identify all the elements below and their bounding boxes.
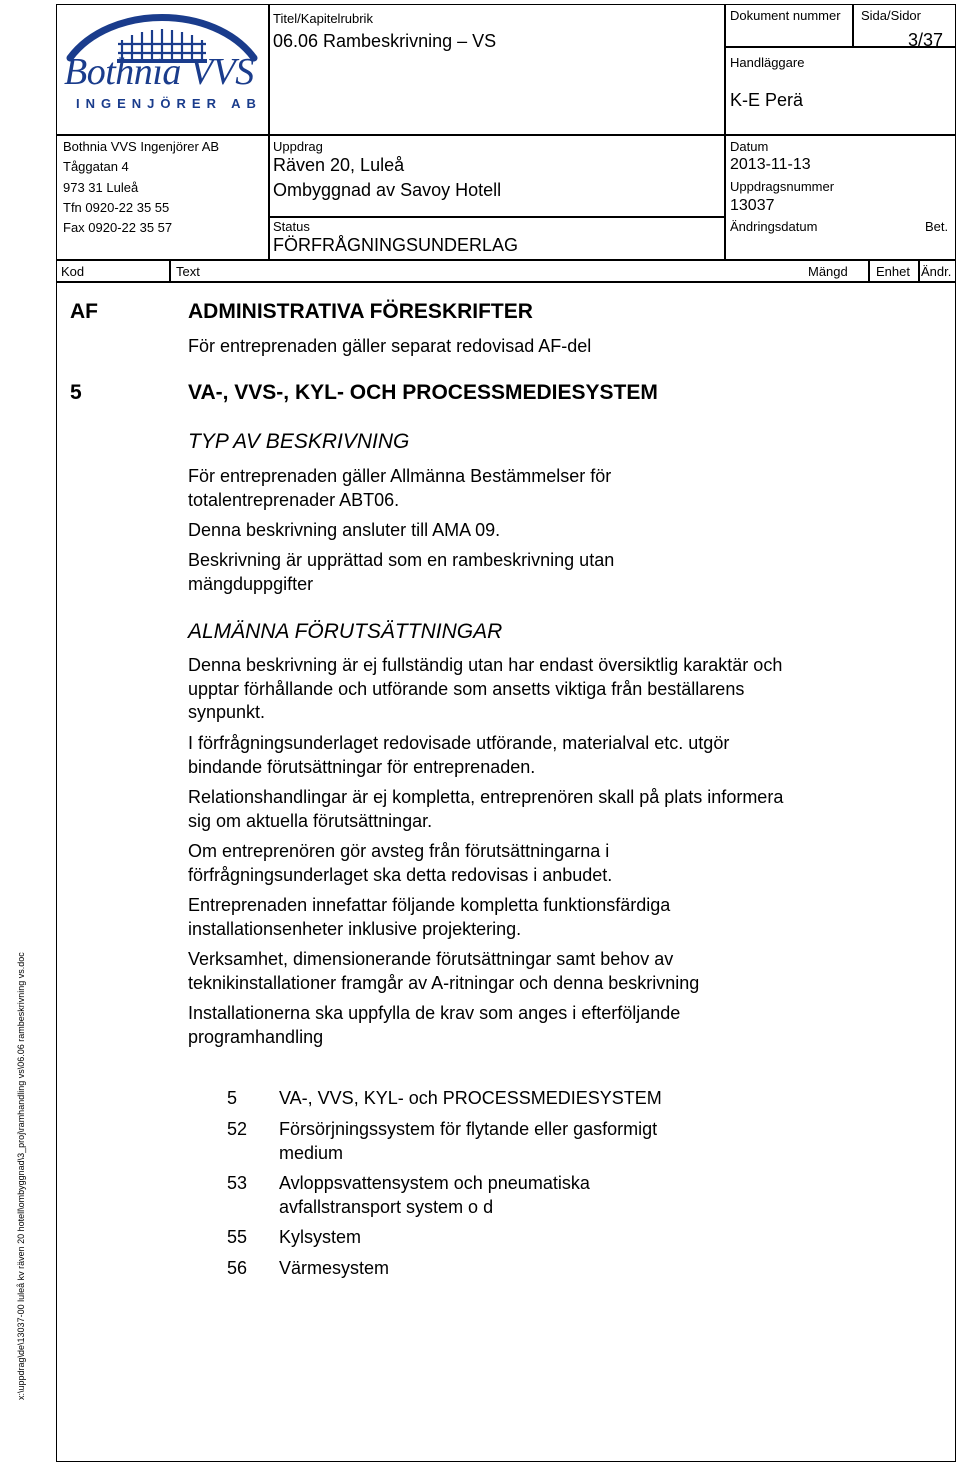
list-item-code: 55 xyxy=(227,1227,248,1247)
divider xyxy=(724,4,726,259)
status-label: Status xyxy=(273,219,310,234)
column-text: Text xyxy=(176,264,200,279)
list-item-text: Värmesystem xyxy=(279,1258,390,1278)
divider xyxy=(852,4,854,46)
status-value: FÖRFRÅGNINGSUNDERLAG xyxy=(273,235,519,255)
assignment-label: Uppdrag xyxy=(273,139,323,154)
list-item-text: VA-, VVS, KYL- och PROCESSMEDIESYSTEM xyxy=(279,1088,662,1108)
alm-paragraph: I förfrågningsunderlaget redovisade utförande, materialval etc. utgör bindande förutsättningar för entreprenaden. xyxy=(188,733,730,777)
document-title: 06.06 Rambeskrivning – VS xyxy=(273,31,497,51)
assignment-line1: Räven 20, Luleå xyxy=(273,155,405,175)
divider xyxy=(56,281,956,283)
bet-label: Bet. xyxy=(925,219,949,234)
page-label: Sida/Sidor xyxy=(861,8,921,23)
alm-paragraph: Om entreprenören gör avsteg från förutsättningarna i förfrågningsunderlaget ska detta redovisas i anbudet. xyxy=(188,841,613,885)
column-mangd: Mängd xyxy=(808,264,848,279)
change-date-label: Ändringsdatum xyxy=(730,219,818,234)
file-path: x:\uppdrag\de\13037-00 luleå kv räven 20 hotell\ombyggnad\3_proj\ramhandling vs\06.06 rambeskrivning vs.doc xyxy=(16,952,26,1400)
alm-heading: ALMÄNNA FÖRUTSÄTTNINGAR xyxy=(188,620,503,643)
handler-name: K-E Perä xyxy=(730,90,804,110)
section-title-5: VA-, VVS-, KYL- OCH PROCESSMEDIESYSTEM xyxy=(188,381,658,404)
list-item-text: Försörjningssystem för flytande eller gasformigt medium xyxy=(279,1119,658,1163)
alm-paragraph: Verksamhet, dimensionerande förutsättningar samt behov av teknikinstallationer framgår av A-ritningar och denna beskrivning xyxy=(188,949,700,993)
logo-tagline: INGENJÖRER AB xyxy=(76,96,262,111)
divider xyxy=(56,134,956,136)
company-fax: Fax 0920-22 35 57 xyxy=(63,220,173,235)
logo-name: Bothnia VVS xyxy=(64,51,254,93)
divider xyxy=(918,259,920,282)
divider xyxy=(56,259,956,261)
column-enhet: Enhet xyxy=(876,264,910,279)
list-item-text: Kylsystem xyxy=(279,1227,362,1247)
document-number-label: Dokument nummer xyxy=(730,8,841,23)
title-label: Titel/Kapitelrubrik xyxy=(273,11,373,26)
section-code-af: AF xyxy=(70,300,98,323)
company-postal: 973 31 Luleå xyxy=(63,180,139,195)
section-title-af: ADMINISTRATIVA FÖRESKRIFTER xyxy=(188,300,533,323)
company-logo xyxy=(62,6,262,130)
column-andr: Ändr. xyxy=(921,264,952,279)
list-item-code: 52 xyxy=(227,1119,248,1139)
company-phone: Tfn 0920-22 35 55 xyxy=(63,200,170,215)
date-value: 2013-11-13 xyxy=(730,156,811,173)
alm-paragraph: Relationshandlingar är ej kompletta, entreprenören skall på plats informera sig om aktuella förutsättningar. xyxy=(188,787,784,831)
alm-paragraph: Installationerna ska uppfylla de krav som anges i efterföljande programhandling xyxy=(188,1003,681,1047)
company-name: Bothnia VVS Ingenjörer AB xyxy=(63,139,220,154)
typ-paragraph: Beskrivning är upprättad som en rambeskrivning utan mängduppgifter xyxy=(188,550,615,594)
handler-label: Handläggare xyxy=(730,55,805,70)
alm-paragraph: Denna beskrivning är ej fullständig utan har endast översiktlig karaktär och upptar förhållande och utförande som ansetts viktiga från beställarens synpunkt. xyxy=(188,655,783,722)
company-street: Tåggatan 4 xyxy=(63,159,129,174)
typ-paragraph: Denna beskrivning ansluter till AMA 09. xyxy=(188,520,501,540)
assignment-number-label: Uppdragsnummer xyxy=(730,179,835,194)
typ-paragraph: För entreprenaden gäller Allmänna Bestämmelser för totalentreprenader ABT06. xyxy=(188,466,612,510)
assignment-number-value: 13037 xyxy=(730,197,775,214)
list-item-code: 5 xyxy=(227,1088,238,1108)
list-item-code: 56 xyxy=(227,1258,248,1278)
typ-heading: TYP AV BESKRIVNING xyxy=(188,430,410,453)
page-number: 3/37 xyxy=(908,30,944,50)
divider xyxy=(169,259,171,282)
section-code-5: 5 xyxy=(70,381,82,404)
divider xyxy=(268,4,270,259)
alm-paragraph: Entreprenaden innefattar följande kompletta funktionsfärdiga installationsenheter inklusive projektering. xyxy=(188,895,671,939)
column-kod: Kod xyxy=(61,264,85,279)
divider xyxy=(868,259,870,282)
list-item-text: Avloppsvattensystem och pneumatiska avfallstransport system o d xyxy=(279,1173,590,1217)
date-label: Datum xyxy=(730,139,769,154)
list-item-code: 53 xyxy=(227,1173,248,1193)
divider xyxy=(268,216,724,218)
assignment-line2: Ombyggnad av Savoy Hotell xyxy=(273,180,502,200)
af-text: För entreprenaden gäller separat redovisad AF-del xyxy=(188,336,592,356)
